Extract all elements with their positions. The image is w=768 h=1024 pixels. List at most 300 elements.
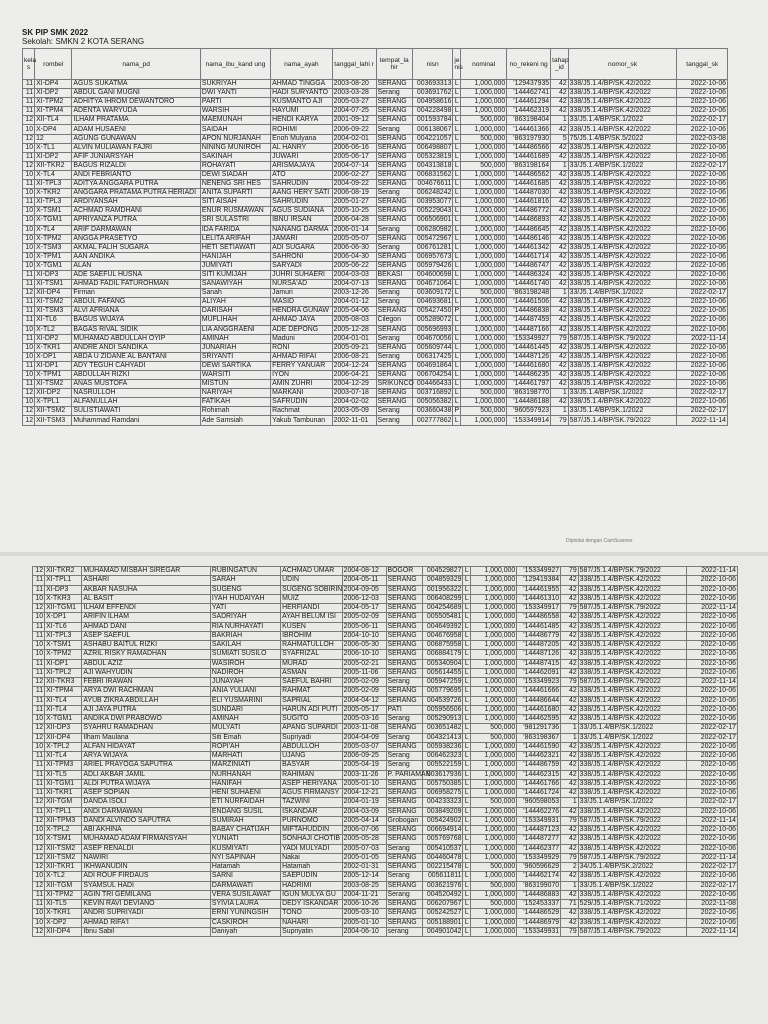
- table-cell: 004859329: [422, 576, 463, 585]
- table-cell: 1,000,000: [461, 225, 507, 234]
- table-cell: X-TPM2: [35, 234, 72, 243]
- table-cell: NYI SAPINAH: [210, 853, 280, 862]
- table-cell: 12: [33, 678, 45, 687]
- table-cell: 42: [551, 316, 569, 325]
- table-cell: ADI SUGARA: [271, 243, 332, 252]
- table-cell: L: [454, 125, 459, 133]
- table-cell: '863197930: [507, 134, 551, 143]
- table-cell: HENDI KARYA: [271, 116, 332, 125]
- table-cell: NAHARI: [281, 918, 342, 927]
- table-cell: '144461506: [507, 298, 551, 307]
- table-cell: 005472967: [412, 234, 453, 243]
- table-cell: ACHMAD UMAR: [281, 567, 342, 576]
- table-cell: 2022-11-14: [687, 604, 738, 613]
- table-cell: Serang: [376, 125, 412, 134]
- table-cell: 006408299: [422, 594, 463, 603]
- table-cell: VERA SUSILAWAT: [210, 890, 280, 899]
- table-cell: 42: [561, 761, 579, 770]
- table-row: [33, 853, 738, 862]
- table-cell: 004254689: [422, 604, 463, 613]
- table-cell: JUNARIAH: [200, 343, 270, 352]
- table-cell: XII-DP4: [45, 733, 82, 742]
- table-cell: 1,000,000: [471, 761, 517, 770]
- table-cell: NINING MUNIROH: [200, 143, 270, 152]
- table-cell: 2005-12-14: [342, 872, 386, 881]
- table-cell: L: [464, 668, 469, 676]
- table-cell: 004466433: [412, 380, 453, 389]
- table-cell: 79: [551, 334, 569, 343]
- table-cell: 003660438: [412, 407, 453, 416]
- table-cell: ABDUL FAFANG: [72, 298, 200, 307]
- table-cell: 005614455: [422, 668, 463, 677]
- table-cell: 12: [33, 724, 45, 733]
- table-cell: SERANG: [386, 863, 422, 872]
- table-cell: SERANG: [376, 343, 412, 352]
- table-cell: 2022-10-06: [687, 770, 738, 779]
- table-cell: 1,000,000: [471, 752, 517, 761]
- table-cell: 006498807: [412, 143, 453, 152]
- table-cell: '144486772: [507, 207, 551, 216]
- table-cell: 2006-04-28: [332, 216, 376, 225]
- table-cell: ALIYAH: [200, 298, 270, 307]
- table-cell: 12: [33, 798, 45, 807]
- table-cell: '144461590: [517, 742, 561, 751]
- table-cell: 42: [561, 668, 579, 677]
- table-row: [23, 398, 728, 407]
- table-cell: ABDULLOH: [281, 742, 342, 751]
- table-cell: 42: [561, 742, 579, 751]
- table-cell: 2003-08-25: [342, 881, 386, 890]
- table-cell: BOGOR: [386, 567, 422, 576]
- table-cell: 11: [23, 298, 35, 307]
- table-cell: XI-TPL3: [45, 631, 82, 640]
- table-cell: 338/J5.1.4/BP/SK.42/2022: [568, 98, 677, 107]
- table-row: [23, 80, 728, 89]
- table-cell: DEWI SIADAH: [200, 170, 270, 179]
- table-cell: L: [464, 594, 469, 602]
- table-cell: 005323819: [412, 152, 453, 161]
- table-cell: L: [464, 715, 469, 723]
- table-row: [33, 844, 738, 853]
- table-cell: SERANG: [376, 234, 412, 243]
- table-cell: 2022-10-06: [677, 261, 728, 270]
- table-cell: ALDI PUTRA WIJAYA: [82, 779, 210, 788]
- table-cell: '144462276: [517, 807, 561, 816]
- table-cell: 10: [23, 125, 35, 134]
- table-cell: 005056382: [412, 398, 453, 407]
- table-cell: SERANG: [376, 398, 412, 407]
- table-cell: 42: [561, 807, 579, 816]
- table-cell: L: [454, 216, 459, 224]
- table-cell: SERANG: [386, 853, 422, 862]
- table-cell: '144461766: [517, 779, 561, 788]
- table-cell: RIA NURHAYATI: [210, 622, 280, 631]
- table-cell: 1,000,000: [461, 198, 507, 207]
- table-cell: 12: [23, 289, 35, 298]
- table-row: [33, 696, 738, 705]
- table-cell: ADITYA ANGGARA PUTRA: [72, 180, 200, 189]
- table-cell: 10: [33, 650, 45, 659]
- table-cell: L: [454, 180, 459, 188]
- table-cell: '153349931: [517, 927, 561, 936]
- table-cell: 1,000,000: [461, 352, 507, 361]
- table-cell: SERANG: [386, 604, 422, 613]
- table-cell: 005188901: [422, 918, 463, 927]
- table-cell: SERANG: [376, 152, 412, 161]
- table-cell: 2022-10-06: [677, 180, 728, 189]
- table-cell: X-DP4: [35, 125, 72, 134]
- table-cell: SARAH: [210, 576, 280, 585]
- table-cell: '144462319: [507, 107, 551, 116]
- column-header: tempat_la hir: [376, 49, 412, 80]
- table-row: [23, 380, 728, 389]
- table-cell: X-TL4: [35, 170, 72, 179]
- table-cell: AHMAD RIFA'I: [82, 918, 210, 927]
- table-cell: 1: [561, 881, 579, 890]
- table-cell: Hatamah: [210, 863, 280, 872]
- table-cell: L: [464, 890, 469, 898]
- table-cell: 006957673: [412, 252, 453, 261]
- table-cell: 1,000,000: [471, 622, 517, 631]
- table-cell: HENI SUHAENI: [210, 789, 280, 798]
- table-cell: AKMAL FALIH SUGARA: [72, 243, 200, 252]
- table-cell: SERANG: [376, 371, 412, 380]
- table-cell: 587/J5.1.4/BP/SK.79/2022: [578, 927, 687, 936]
- table-cell: 10: [33, 918, 45, 927]
- table-cell: 2022-10-06: [687, 622, 738, 631]
- table-cell: 338/J5.1.4/BP/SK.42/2022: [568, 380, 677, 389]
- column-header: kela s: [23, 49, 35, 80]
- table-cell: 500,000: [461, 116, 507, 125]
- document-title: SK PIP SMK 2022: [22, 28, 89, 37]
- table-cell: SAKINAH: [200, 152, 270, 161]
- table-cell: 33/J5.1.4/BP/SK.1/2022: [568, 407, 677, 416]
- table-row: [33, 715, 738, 724]
- table-cell: 338/J5.1.4/BP/SK.42/2022: [568, 280, 677, 289]
- table-cell: 12: [23, 161, 35, 170]
- table-cell: 006207967: [422, 900, 463, 909]
- table-cell: 79: [561, 853, 579, 862]
- table-cell: 1,000,000: [471, 844, 517, 853]
- table-cell: '153349931: [517, 816, 561, 825]
- table-cell: L: [454, 289, 459, 297]
- table-cell: 42: [561, 890, 579, 899]
- table-cell: 11: [33, 752, 45, 761]
- table-body: [23, 80, 728, 426]
- table-cell: 338/J5.1.4/BP/SK.42/2022: [578, 742, 687, 751]
- table-cell: SONHAJI CHOTIB: [281, 835, 342, 844]
- table-cell: Jamuri: [271, 289, 332, 298]
- table-cell: SUNDARI: [210, 705, 280, 714]
- table-cell: 11: [23, 380, 35, 389]
- table-cell: 1,000,000: [471, 678, 517, 687]
- table-cell: NANANG DARMA: [271, 225, 332, 234]
- table-cell: L: [454, 225, 459, 233]
- table-cell: 11: [33, 687, 45, 696]
- table-cell: HADI SURYANTO: [271, 89, 332, 98]
- table-cell: XII-TSM3: [35, 416, 72, 425]
- table-cell: X-TPM1: [35, 371, 72, 380]
- table-cell: 10: [33, 715, 45, 724]
- table-cell: 79: [551, 416, 569, 425]
- table-cell: AFIF JUNIARSYAH: [72, 152, 200, 161]
- table-cell: 338/J5.1.4/BP/SK.42/2022: [578, 918, 687, 927]
- table-cell: 42: [551, 234, 569, 243]
- table-cell: Serang: [376, 352, 412, 361]
- table-cell: X-TL1: [35, 143, 72, 152]
- table-cell: SERANG: [386, 807, 422, 816]
- table-row: [23, 371, 728, 380]
- table-cell: 2022-10-06: [677, 198, 728, 207]
- table-cell: 2004-05-17: [342, 604, 386, 613]
- table-cell: X-TKR3: [45, 594, 82, 603]
- table-cell: 42: [551, 261, 569, 270]
- table-cell: 1,000,000: [461, 316, 507, 325]
- table-cell: 1: [551, 161, 569, 170]
- table-cell: Supriyadi: [281, 733, 342, 742]
- table-cell: L: [464, 770, 469, 778]
- table-row: [33, 909, 738, 918]
- table-cell: ERNI YUNINGSIH: [210, 909, 280, 918]
- table-cell: 004228498: [412, 107, 453, 116]
- table-cell: 003849209: [422, 807, 463, 816]
- table-row: [23, 225, 728, 234]
- table-cell: WARSITI: [200, 371, 270, 380]
- table-cell: L: [464, 733, 469, 741]
- table-cell: SERANG: [376, 98, 412, 107]
- table-cell: 2022-10-06: [677, 152, 728, 161]
- table-cell: 42: [551, 180, 569, 189]
- table-cell: SUMIATI SUSILO: [210, 650, 280, 659]
- table-cell: 79: [561, 567, 579, 576]
- table-cell: SAPRIAL: [281, 696, 342, 705]
- table-row: [23, 307, 728, 316]
- table-cell: 338/J5.1.4/BP/SK.42/2022: [568, 225, 677, 234]
- table-cell: X-TSM3: [35, 243, 72, 252]
- table-cell: SERANG: [386, 650, 422, 659]
- table-cell: 004539726: [422, 696, 463, 705]
- table-cell: '863198404: [507, 116, 551, 125]
- table-cell: ALVI AFRIANA: [72, 307, 200, 316]
- table-cell: 11: [23, 98, 35, 107]
- table-cell: 338/J5.1.4/BP/SK.42/2022: [578, 826, 687, 835]
- table-cell: 2022-10-06: [677, 98, 728, 107]
- table-cell: 2005-11-06: [342, 668, 386, 677]
- table-cell: L: [454, 107, 459, 115]
- table-row: [33, 816, 738, 825]
- table-cell: 11: [23, 198, 35, 207]
- table-cell: 10: [33, 641, 45, 650]
- table-cell: 79: [561, 927, 579, 936]
- table-cell: XI-TPM2: [35, 98, 72, 107]
- table-cell: ROHIMI: [271, 125, 332, 134]
- table-cell: 005505481: [422, 613, 463, 622]
- table-cell: 005424902: [422, 816, 463, 825]
- table-cell: 004691864: [412, 361, 453, 370]
- table-row: [33, 567, 738, 576]
- table-cell: 500,000: [461, 407, 507, 416]
- table-cell: XI-TPL1: [45, 576, 82, 585]
- table-cell: SERANG: [376, 325, 412, 334]
- table-cell: '144486146: [507, 234, 551, 243]
- table-cell: LIA ANGGRAENI: [200, 325, 270, 334]
- table-cell: 2022-11-14: [687, 816, 738, 825]
- table-row: [23, 180, 728, 189]
- table-cell: '144461724: [517, 789, 561, 798]
- table-cell: BEKASI: [376, 270, 412, 279]
- table-cell: 11: [23, 361, 35, 370]
- table-cell: 1,000,000: [461, 143, 507, 152]
- table-cell: 2022-10-06: [687, 576, 738, 585]
- table-cell: 1,000,000: [461, 307, 507, 316]
- table-cell: '144461816: [507, 198, 551, 207]
- table-cell: 500,000: [471, 900, 517, 909]
- table-cell: L: [454, 161, 459, 169]
- table-cell: 1,000,000: [471, 659, 517, 668]
- table-cell: ELI YUSMARINI: [210, 696, 280, 705]
- table-cell: 11: [33, 585, 45, 594]
- table-cell: KUSEN: [281, 622, 342, 631]
- table-cell: 2022-10-06: [677, 89, 728, 98]
- table-cell: ALAN: [72, 261, 200, 270]
- table-cell: 2005-03-27: [332, 98, 376, 107]
- table-cell: 1,000,000: [471, 779, 517, 788]
- table-cell: '144462741: [507, 89, 551, 98]
- table-cell: 005229043: [412, 207, 453, 216]
- table-cell: 11: [33, 890, 45, 899]
- table-cell: L: [454, 325, 459, 333]
- table-cell: L: [454, 271, 459, 279]
- table-cell: IYAH HUDAIYAH: [210, 594, 280, 603]
- table-cell: Serang: [376, 189, 412, 198]
- table-cell: 587/J5.1.4/BP/SK.79/2022: [578, 567, 687, 576]
- table-cell: 10: [23, 252, 35, 261]
- table-cell: 71: [561, 900, 579, 909]
- table-cell: FATIKAH: [200, 398, 270, 407]
- table-cell: AAN ANDIKA: [72, 252, 200, 261]
- table-cell: 005611811: [422, 872, 463, 881]
- table-cell: L: [464, 844, 469, 852]
- table-cell: 2022-10-06: [677, 270, 728, 279]
- table-cell: 2004-06-10: [342, 927, 386, 936]
- table-cell: 2022-10-06: [677, 371, 728, 380]
- table-cell: L: [464, 900, 469, 908]
- table-cell: L: [464, 761, 469, 769]
- table-cell: L: [454, 252, 459, 260]
- table-cell: L: [454, 143, 459, 151]
- table-cell: L: [454, 80, 459, 88]
- table-cell: 2005-09-21: [332, 343, 376, 352]
- table-cell: 2005-04-06: [332, 307, 376, 316]
- table-cell: MURAD: [281, 659, 342, 668]
- table-cell: YUNIATI: [210, 835, 280, 844]
- table-cell: 338/J5.1.4/BP/SK.42/2022: [578, 668, 687, 677]
- table-cell: 42: [551, 298, 569, 307]
- table-cell: 2022-10-06: [687, 826, 738, 835]
- table-cell: XI-TL4: [45, 705, 82, 714]
- table-cell: 1,000,000: [471, 918, 517, 927]
- table-cell: ANGGARA PRATAMA PUTRA HERIADI: [72, 189, 200, 198]
- table-cell: 2022-10-06: [687, 918, 738, 927]
- table-cell: ABDA U ZIDANE AL BANTANI: [72, 352, 200, 361]
- table-cell: 34/J5.1.4/BP/SK.2/2022: [578, 863, 687, 872]
- table-cell: 338/J5.1.4/BP/SK.42/2022: [578, 594, 687, 603]
- table-cell: 2005-04-19: [342, 761, 386, 770]
- table-cell: SERANG: [386, 724, 422, 733]
- table-cell: 2022-10-06: [677, 125, 728, 134]
- table-cell: 11: [33, 779, 45, 788]
- table-cell: KEVIN RAVI DEVIANO: [82, 900, 210, 909]
- table-cell: 2022-10-06: [677, 243, 728, 252]
- table-cell: 004460478: [422, 853, 463, 862]
- table-cell: XI-TPL2: [45, 668, 82, 677]
- table-cell: 005938236: [422, 742, 463, 751]
- table-cell: X-TGM1: [35, 261, 72, 270]
- table-cell: 12: [33, 816, 45, 825]
- table-row: [23, 207, 728, 216]
- table-cell: 338/J5.1.4/BP/SK.42/2022: [568, 170, 677, 179]
- table-cell: L: [464, 650, 469, 658]
- table-cell: SAHRONI: [271, 252, 332, 261]
- table-cell: 2004-02-01: [332, 134, 376, 143]
- table-cell: ADE DEPONG: [271, 325, 332, 334]
- table-cell: '144461740: [507, 280, 551, 289]
- table-cell: 2004-03-03: [332, 270, 376, 279]
- table-cell: RAHMATULLOH: [281, 641, 342, 650]
- table-cell: 2022-10-06: [687, 659, 738, 668]
- table-cell: 10: [33, 872, 45, 881]
- table-cell: 42: [551, 98, 569, 107]
- table-cell: 006958275: [422, 789, 463, 798]
- column-header: nominal: [461, 49, 507, 80]
- table-cell: 2005-05-07: [332, 234, 376, 243]
- table-cell: ANAS MUSTOFA: [72, 380, 200, 389]
- table-cell: 004649392: [422, 622, 463, 631]
- table-cell: 1,000,000: [471, 594, 517, 603]
- table-row: [23, 298, 728, 307]
- table-cell: L: [464, 798, 469, 806]
- table-cell: ASHARI: [82, 576, 210, 585]
- table-cell: 001956322: [422, 585, 463, 594]
- table-cell: 11: [23, 180, 35, 189]
- table-cell: 338/J5.1.4/BP/SK.42/2022: [578, 687, 687, 696]
- table-cell: 11: [23, 307, 35, 316]
- table-cell: 2022-11-14: [687, 567, 738, 576]
- table-cell: '144487123: [517, 826, 561, 835]
- table-cell: 2022-11-14: [687, 853, 738, 862]
- table-cell: 42: [551, 325, 569, 334]
- table-cell: SERANG: [376, 134, 412, 143]
- table-cell: ADE SAEFUL HUSNA: [72, 270, 200, 279]
- table-cell: L: [464, 613, 469, 621]
- table-cell: 12: [33, 927, 45, 936]
- table-cell: '144487030: [507, 189, 551, 198]
- table-cell: MULYATI: [210, 724, 280, 733]
- table-cell: 42: [561, 872, 579, 881]
- table-cell: AMIN ZUHRI: [271, 380, 332, 389]
- table-cell: L: [464, 835, 469, 843]
- table-cell: 005947259: [422, 678, 463, 687]
- table-cell: SRI SULASTRI: [200, 216, 270, 225]
- table-row: [33, 918, 738, 927]
- table-cell: XI-TPL1: [45, 807, 82, 816]
- table-cell: 338/J5.1.4/BP/SK.42/2022: [578, 641, 687, 650]
- table-cell: 33/J5.1.4/BP/SK.1/2022: [578, 881, 687, 890]
- table-cell: XI-DP2: [35, 89, 72, 98]
- table-cell: X-TSM1: [45, 835, 82, 844]
- table-cell: L: [464, 927, 469, 935]
- table-cell: 338/J5.1.4/BP/SK.42/2022: [568, 361, 677, 370]
